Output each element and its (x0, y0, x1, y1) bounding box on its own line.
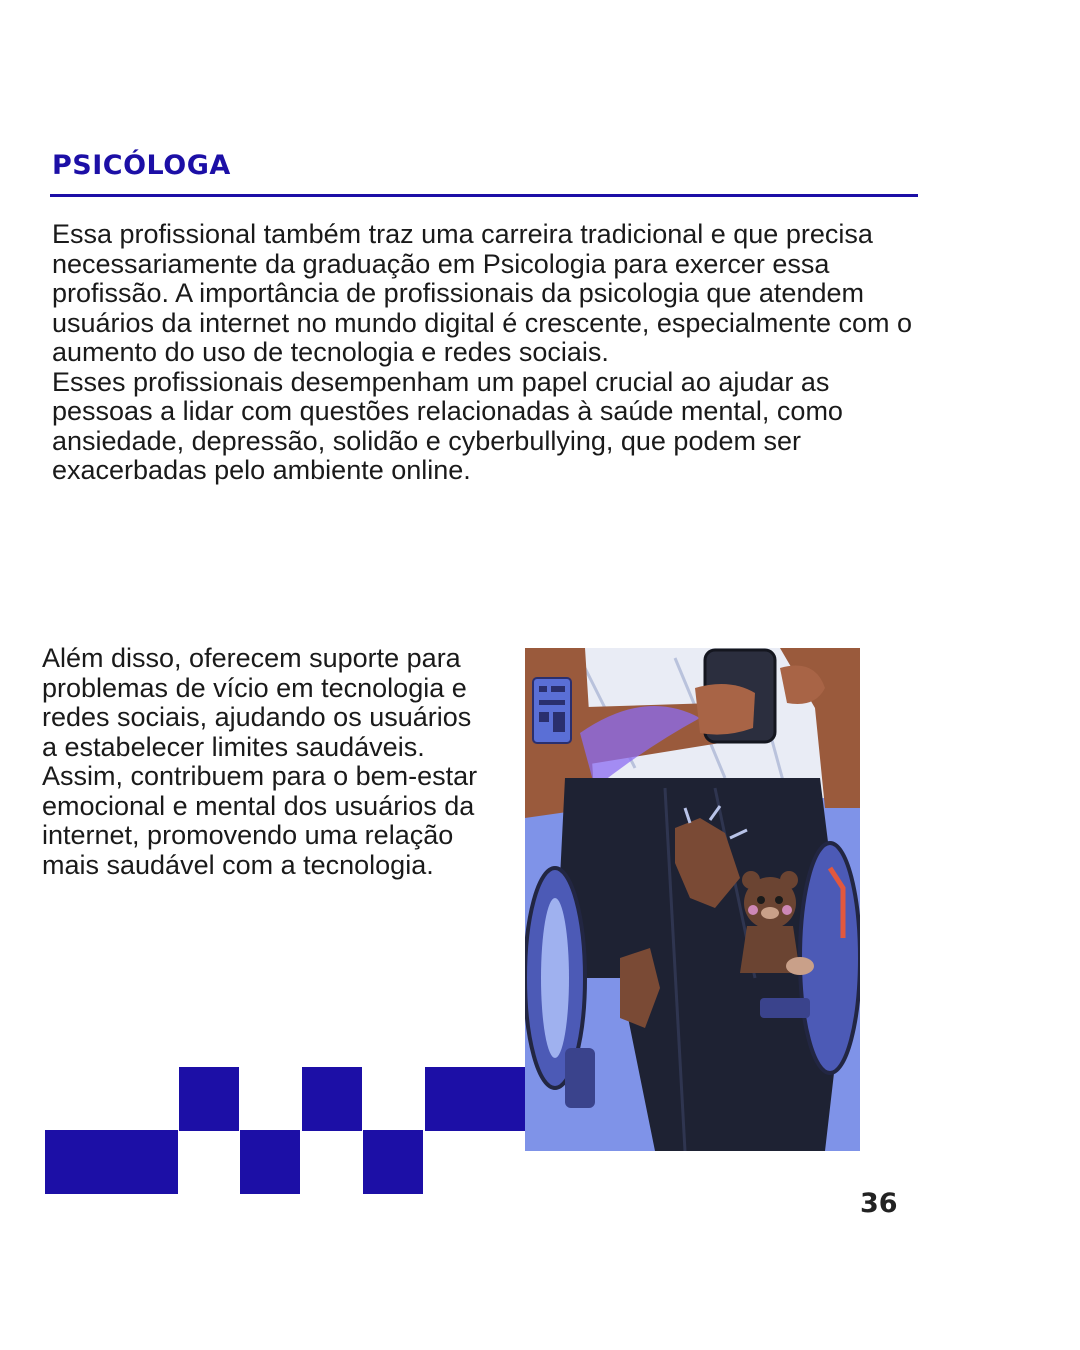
intro-text (52, 220, 922, 486)
checker-block (179, 1067, 239, 1131)
checker-block (45, 1130, 178, 1194)
wheelchair-illustration-art (525, 648, 860, 1151)
wheelchair-illustration (525, 648, 860, 1151)
checker-block (240, 1130, 300, 1194)
heading-underline (50, 194, 918, 197)
checker-block (302, 1067, 362, 1131)
section-heading: PSICÓLOGA (52, 150, 231, 181)
checker-block (425, 1067, 525, 1131)
intro-paragraph-2: Esses profissionais desempenham um papel crucial ao ajudar as pessoas a lidar com questões relacionadas à saúde mental, como ansiedade, depressão, solidão e cyberbullying, que podem ser exacerbadas pelo ambiente online. (52, 366, 843, 485)
page-number: 36 (860, 1188, 898, 1219)
checker-block (363, 1130, 423, 1194)
side-paragraph: Além disso, oferecem suporte para problemas de vício em tecnologia e redes sociais, ajudando os usuários a estabelecer limites saudáveis. Assim, contribuem para o bem-estar emocional e mental dos usuários da internet, promovendo uma relação mais saudável com a tecnologia. (42, 643, 478, 880)
intro-paragraph-1: Essa profissional também traz uma carreira tradicional e que precisa necessariamente da graduação em Psicologia para exercer essa profissão. A importância de profissionais da psicologia que atendem usuários da internet no mundo digital é crescente, especialmente com o aumento do uso de tecnologia e redes sociais. (52, 219, 912, 367)
